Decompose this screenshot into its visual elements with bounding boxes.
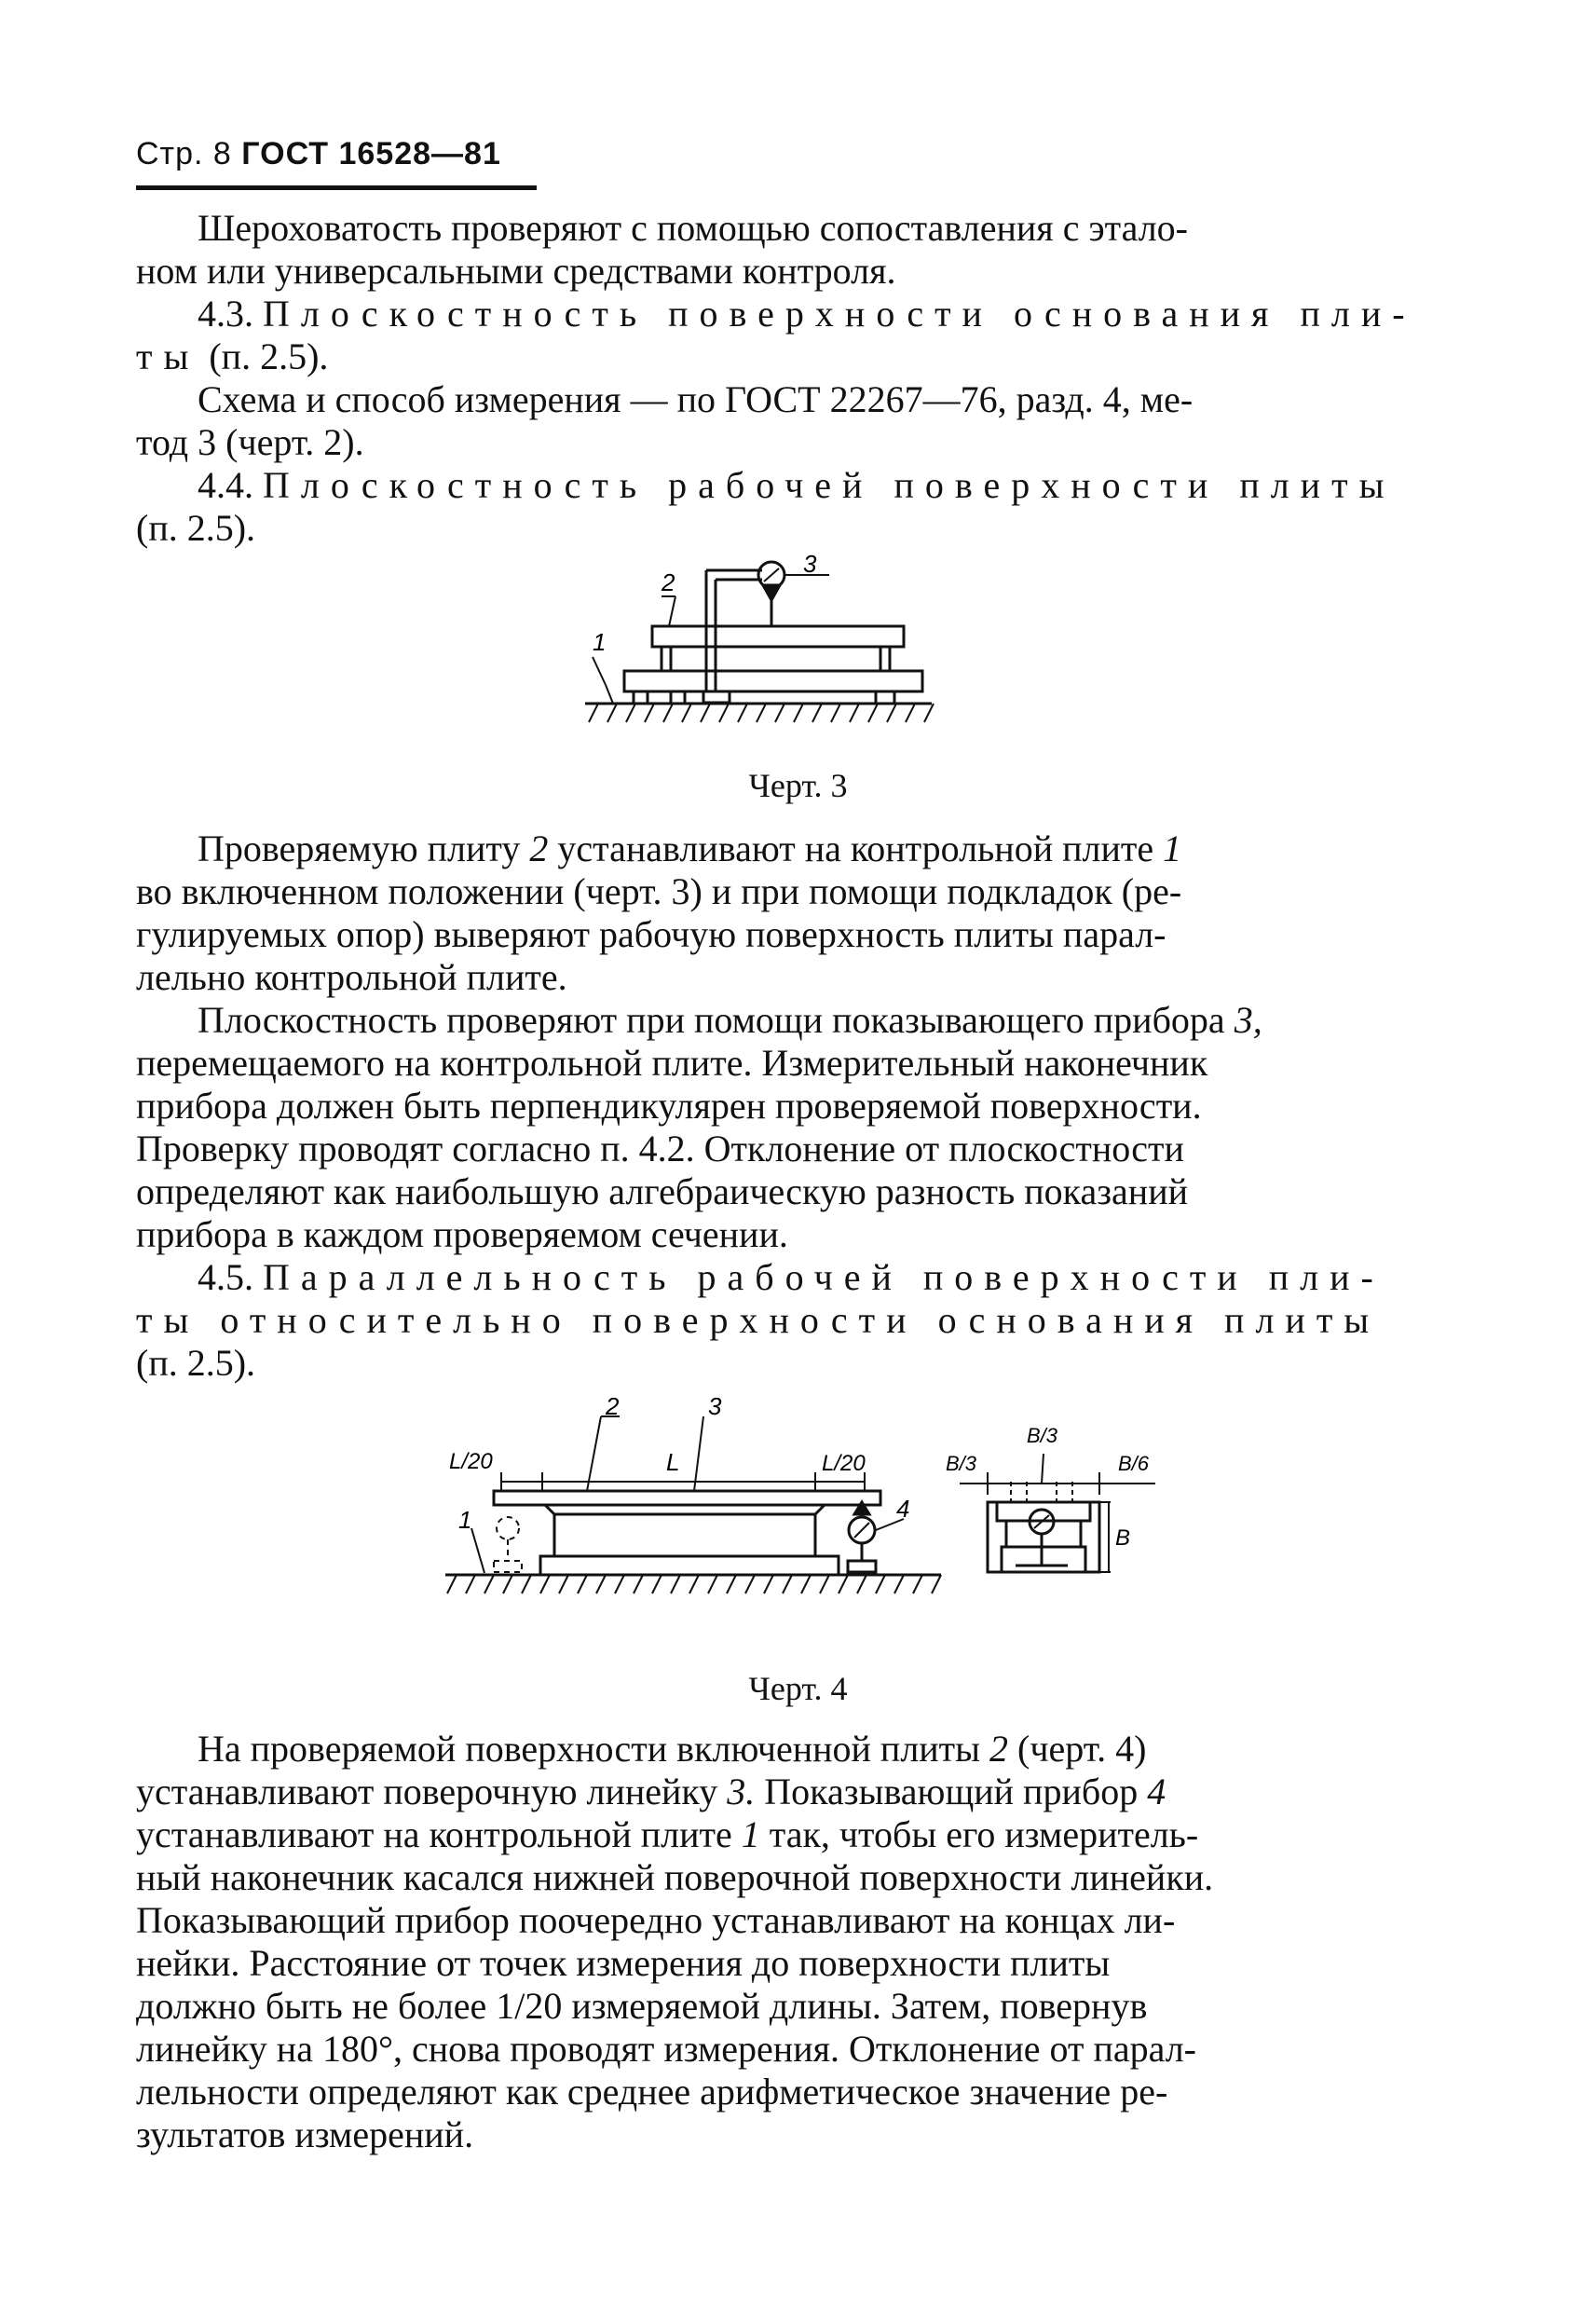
fig4-label-L: L — [666, 1448, 680, 1476]
fig3-label-2: 2 — [662, 568, 675, 596]
text-line: Проверку проводят согласно п. 4.2. Отклонение от плоскостности — [136, 1128, 1184, 1169]
text-line: Шероховатость проверяют с помощью сопоставления с этало- — [198, 207, 1188, 249]
paragraph-roughness — [136, 207, 1459, 550]
fig4-label-l20-right: L/20 — [822, 1451, 866, 1476]
indicator-ghost — [494, 1517, 522, 1572]
figure-4-caption: Черт. 4 — [748, 1670, 848, 1707]
section-4-3-heading: 4.3. Плоскостность поверхности основания пли- — [198, 293, 1416, 335]
figure-4-diagram — [438, 1398, 1183, 1621]
text-line: устанавливают на контрольной плите 1 так, чтобы его измеритель- — [136, 1813, 1199, 1855]
page-header — [136, 136, 537, 190]
text-line: (п. 2.5). — [136, 507, 256, 549]
text-line: прибора должен быть перпендикулярен проверяемой поверхности. — [136, 1085, 1202, 1127]
text-line: перемещаемого на контрольной плите. Измерительный наконечник — [136, 1042, 1208, 1084]
fig3-label-3: 3 — [803, 550, 817, 578]
text-line: Плоскостность проверяют при помощи показывающего прибора 3, — [198, 999, 1262, 1041]
text-line: Проверяемую плиту 2 устанавливают на контрольной плите 1 — [198, 827, 1182, 869]
section-4-3-heading-cont: ты (п. 2.5). — [136, 335, 329, 377]
section-4-5-heading: 4.5. Параллельность рабочей поверхности пли- — [198, 1256, 1385, 1298]
text-line: ный наконечник касался нижней поверочной поверхности линейки. — [136, 1856, 1214, 1898]
side-view-frame — [988, 1502, 1099, 1572]
text-line: (п. 2.5). — [136, 1342, 256, 1384]
text-line: линейку на 180°, снова проводят измерения. Отклонение от парал- — [136, 2028, 1196, 2070]
fig4-label-2: 2 — [606, 1398, 620, 1420]
figure-3-diagram — [578, 550, 969, 736]
text-line: Схема и способ измерения — по ГОСТ 22267—76, разд. 4, ме- — [198, 378, 1194, 420]
control-plate — [624, 671, 922, 691]
straightedge — [494, 1491, 880, 1505]
fig4-label-b3-top: B/3 — [1027, 1424, 1058, 1447]
text-line: ном или универсальными средствами контроля. — [136, 250, 896, 292]
tested-plate — [554, 1514, 815, 1556]
indicator-base — [703, 691, 730, 703]
text-line: тод 3 (черт. 2). — [136, 421, 364, 463]
ground-hatching — [447, 1575, 941, 1593]
section-4-4-heading: 4.4. Плоскостность рабочей поверхности плиты — [198, 464, 1396, 506]
fig4-label-b3: B/3 — [946, 1452, 977, 1475]
text-line: нейки. Расстояние от точек измерения до поверхности плиты — [136, 1942, 1111, 1984]
text-line: лельности определяют как среднее арифметическое значение ре- — [136, 2071, 1168, 2113]
fig4-label-3: 3 — [708, 1398, 722, 1420]
fig4-label-4: 4 — [896, 1495, 910, 1523]
text-line: гулируемых опор) выверяют рабочую поверхность плиты парал- — [136, 913, 1166, 955]
text-line: во включенном положении (черт. 3) и при помощи подкладок (ре- — [136, 870, 1182, 912]
text-line: определяют как наибольшую алгебраическую разность показаний — [136, 1170, 1189, 1212]
text-line: должно быть не более 1/20 измеряемой длины. Затем, повернув — [136, 1985, 1148, 2027]
section-4-5-heading-cont: ты относительно поверхности основания плиты — [136, 1299, 1381, 1341]
fig4-label-1: 1 — [458, 1506, 472, 1534]
fig4-label-B: B — [1115, 1525, 1131, 1551]
text-line: прибора в каждом проверяемом сечении. — [136, 1213, 788, 1255]
paragraph-setup — [136, 827, 1459, 1385]
text-line: На проверяемой поверхности включенной плиты 2 (черт. 4) — [198, 1728, 1147, 1770]
fig4-label-l20-left: L/20 — [449, 1449, 493, 1474]
fig4-label-b6: B/6 — [1118, 1452, 1150, 1475]
control-plate — [540, 1556, 839, 1575]
page-number: Стр. 8 — [136, 136, 232, 171]
text-line: устанавливают поверочную линейку 3. Показывающий прибор 4 — [136, 1771, 1166, 1812]
standard-code: ГОСТ 16528—81 — [241, 136, 501, 171]
text-line: лельно контрольной плите. — [136, 956, 567, 998]
text-line: зультатов измерений. — [136, 2113, 474, 2155]
paragraph-parallelism-method — [136, 1728, 1459, 2156]
figure-3-caption: Черт. 3 — [748, 767, 848, 804]
text-line: Показывающий прибор поочередно устанавливают на концах ли- — [136, 1899, 1176, 1941]
ground-hatching — [589, 704, 934, 722]
fig3-label-1: 1 — [593, 628, 607, 656]
tested-plate — [652, 626, 904, 647]
